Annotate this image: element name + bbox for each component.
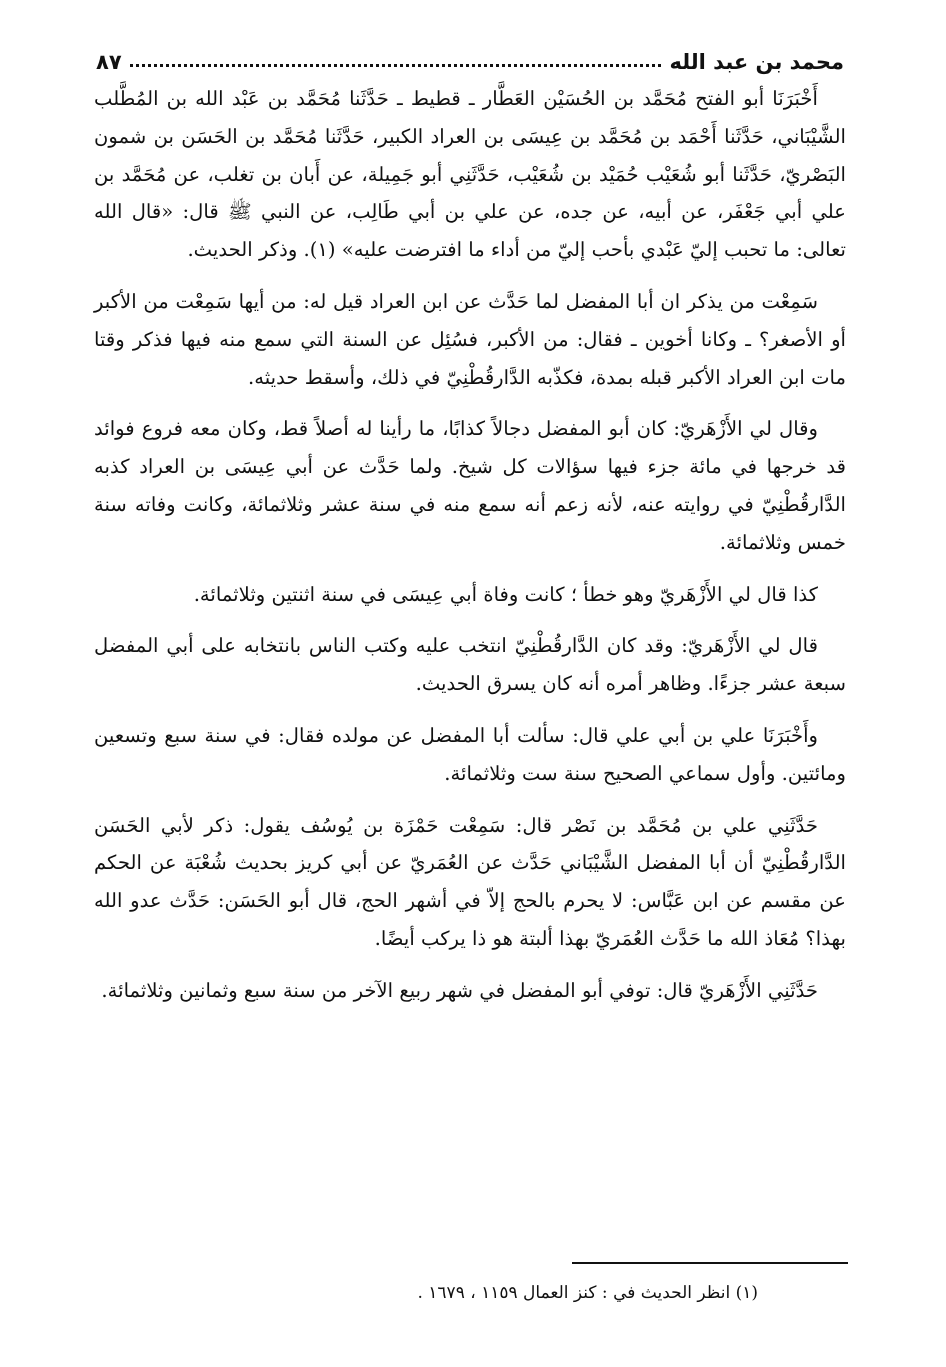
page-number: ٨٧ [96,50,122,74]
paragraph: حَدَّثَنِي الأَزْهَريّ قال: توفي أبو المفضل في شهر ربيع الآخر من سنة سبع وثمانين وثلاثمائة. [101,978,818,1002]
paragraph: سَمِعْت من يذكر ان أبا المفضل لما حَدَّث عن ابن العراد قيل له: من أيها سَمِعْت من الأكبر أو الأصغر؟ ـ وكانا أخوين ـ فقال: من الأكبر، فسُئِل عن السنة التي سمع منه فيها فذكر وقتا مات ابن العراد الأكبر قبله بمدة، فكذّبه الدَّارقُطْنِيّ في ذلك، وأسقط حديثه. [94,289,846,389]
footnote-separator [572,1262,848,1264]
paragraph: قال لي الأَزْهَريّ: وقد كان الدَّارقُطْنِيّ انتخب عليه وكتب الناس بانتخابه على أبي المفضل سبعة عشر جزءًا. وظاهر أمره أنه كان يسرق الحديث. [94,634,846,696]
running-title: محمد بن عبد الله [669,50,844,74]
running-header [96,34,844,74]
paragraph: كذا قال لي الأَزْهَريّ وهو خطأ ؛ كانت وفاة أبي عِيسَى في سنة اثنتين وثلاثمائة. [193,582,818,606]
main-text [94,80,846,1024]
paragraph: وأَخْبَرَنَا علي بن أبي علي قال: سألت أبا المفضل عن مولده فقال: في سنة سبع وتسعين ومائتين. وأول سماعي الصحيح سنة ست وثلاثمائة. [94,723,846,785]
paragraph: أَخْبَرَنَا أبو الفتح مُحَمَّد بن الحُسَيْن العَطَّار ـ قطيط ـ حَدَّثَنا مُحَمَّد بن عَبْد الله بن المُطَّلب الشَّيْبَاني، حَدَّثَنا أَحْمَد بن مُحَمَّد بن عِيسَى بن العراد الكبير، حَدَّثَنا مُحَمَّد بن الحَسَن بن شمون البَصْريّ، حَدَّثَنا أبو شُعَيْب حُمَيْد بن شُعَيْب، حَدَّثَنِي أبو جَمِيلة، عن أَبان بن تغلب، عن مُحَمَّد بن علي أبي جَعْفَر، عن أبيه، عن جده، عن علي بن أبي طَالِب، عن النبي ﷺ قال: «قال الله تعالى: ما تحبب إليّ عَبْدي بأحب إليّ من أداء ما افترضت عليه» (١). وذكر الحديث. [94,87,846,262]
paragraph: وقال لي الأَزْهَريّ: كان أبو المفضل دجالاً كذابًا، ما رأينا له أصلاً قط، وكان معه فروع فوائد قد خرجها في مائة جزء فيها سؤالات كل شيخ. ولما حَدَّث عن أبي عِيسَى بن العراد كذبه الدَّارقُطْنِيّ في روايته عنه، لأنه زعم أنه سمع منه في سنة عشر وثلاثمائة، وكانت وفاته سنة خمس وثلاثمائة. [94,417,846,554]
paragraph: حَدَّثَنِي علي بن مُحَمَّد بن نَصْر قال: سَمِعْت حَمْزَة بن يُوسُف يقول: ذكر لأبي الحَسَن الدَّارقُطْنِيّ أن أبا المفضل الشَّيْبَاني حَدَّث عن العُمَريّ عن أبي كريز بحديث شُعْبَة عن الحكم عن مقسم عن ابن عَبَّاس: لا يحرم بالحج إلاّ في أشهر الحج، قال أبو الحَسَن: حَدَّث عدو الله بهذا؟ مُعَاذ الله ما حَدَّث العُمَريّ بهذا ألبتة هو ذا يركب أيضًا. [94,813,846,950]
header-dot-leader [130,64,662,67]
footnote: (١) انظر الحديث في : كنز العمال ١١٥٩ ، ١٦٧٩ . [417,1283,758,1303]
